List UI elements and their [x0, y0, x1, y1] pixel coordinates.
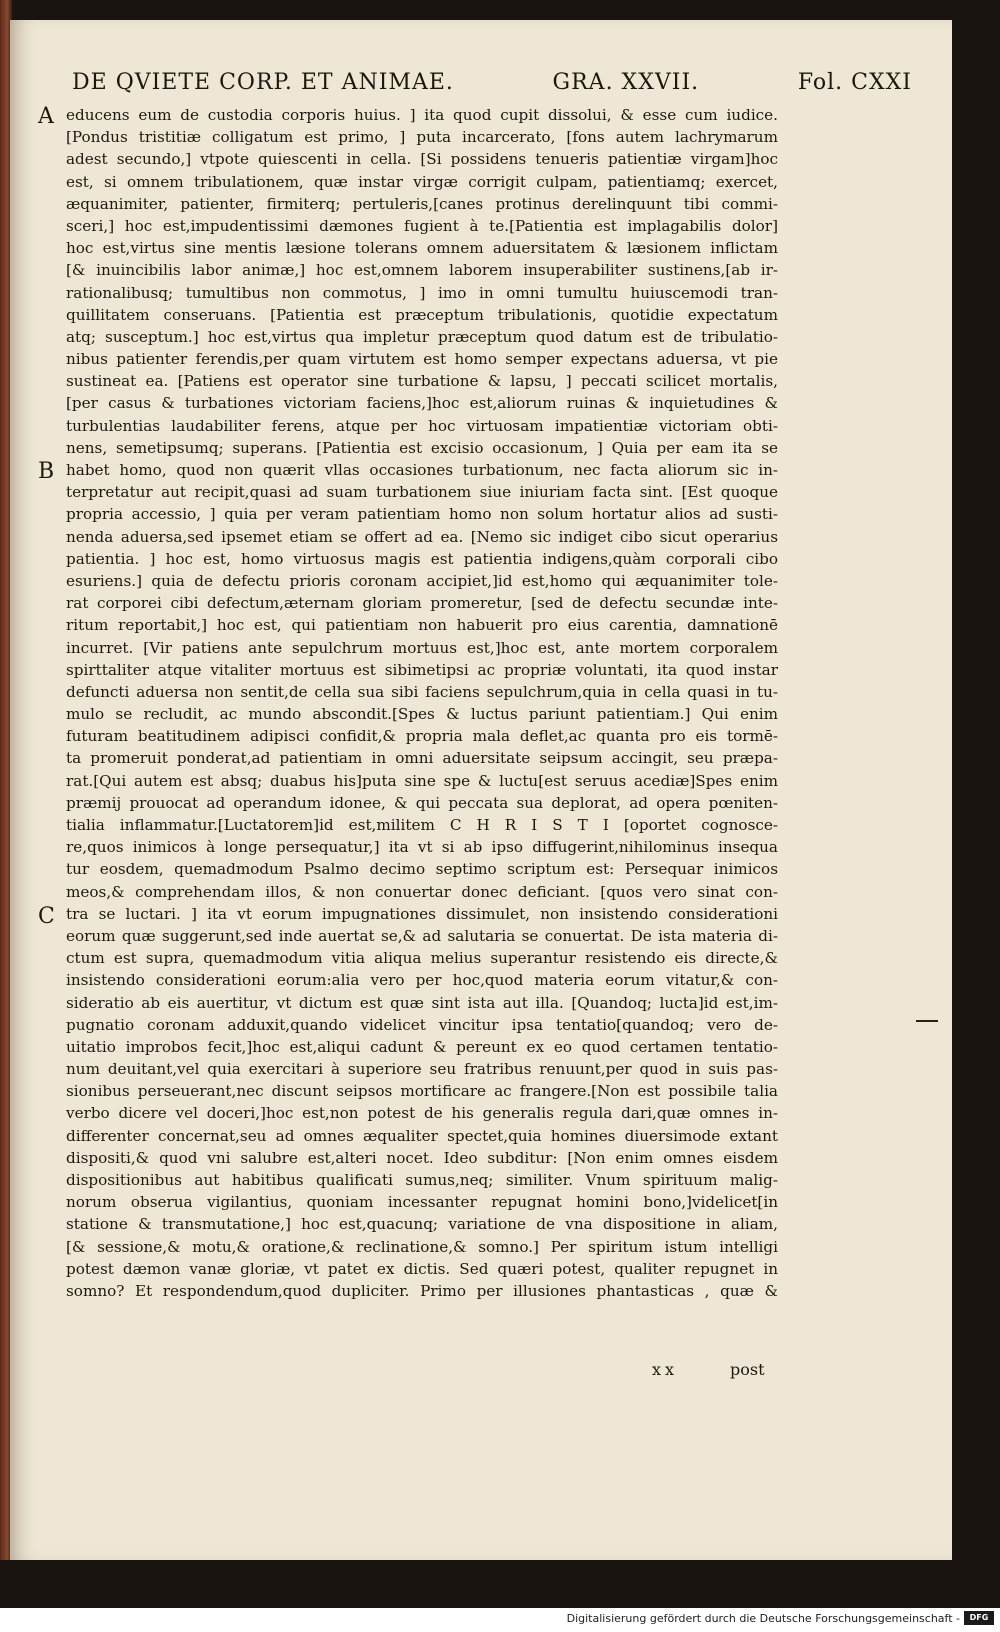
text-line: terpretatur aut recipit,quasi ad suam turbationem siue iniuriam facta sint. [Est quoque: [66, 483, 778, 502]
text-line: præmij prouocat ad operandum idonee, & qui peccata sua deplorat, ad opera pœniten-: [66, 793, 778, 812]
text-line: dispositionibus aut habitibus qualificati sumus,neq; similiter. Vnum spirituum malig-: [66, 1171, 778, 1189]
text-line: sionibus perseuerant,nec discunt seipsos mortificare ac frangere.[Non est possibile talia: [66, 1082, 778, 1101]
text-line: re,quos inimicos à longe persequatur,] ita vt si ab ipso diffugerint,nihilominus insequa: [66, 838, 778, 857]
text-line: insistendo considerationi eorum:alia vero per hoc,quod materia eorum vitatur,& con-: [66, 971, 778, 990]
text-line: est, si omnem tribulationem, quæ instar virgæ corrigit culpam, patientiamq; exercet,: [66, 172, 778, 191]
text-line: nenda aduersa,sed ipsemet etiam se offert ad ea. [Nemo sic indiget cibo sicut operarius: [66, 527, 778, 546]
text-line: quillitatem conseruans. [Patientia est præceptum tribulationis, quotidie expectatum: [66, 305, 778, 324]
text-line: eorum quæ suggerunt,sed inde auertat se,& ad salutaria se conuertat. De ista materia di-: [66, 926, 778, 945]
text-line: mulo se recludit, ac mundo abscondit.[Spes & luctus pariunt patientiam.] Qui enim: [66, 705, 778, 724]
text-line: ctum est supra, quemadmodum vitia aliqua melius superantur resistendo eis directe,&: [66, 949, 778, 968]
text-line: sustineat ea. [Patiens est operator sine turbatione & lapsu, ] peccati scilicet mortalis,: [66, 372, 778, 391]
text-line: atq; susceptum.] hoc est,virtus qua impletur præceptum quod datum est de tribulatio-: [66, 327, 778, 346]
text-line: rat.[Qui autem est absq; duabus his]puta sine spe & luctu[est seruus acediæ]Spes enim: [66, 771, 778, 790]
text-line: uitatio improbos fecit,]hoc est,aliqui cadunt & pereunt ex eo quod certamen tentatio-: [66, 1037, 778, 1056]
margin-letter-b: B: [38, 459, 55, 484]
text-line: [& sessione,& motu,& oratione,& reclinatione,& somno.] Per spiritum istum intelligi: [66, 1237, 778, 1256]
text-line: statione & transmutatione,] hoc est,quacunq; variatione de vna dispositione in aliam,: [66, 1215, 778, 1234]
text-line: habet homo, quod non quærit vllas occasiones turbationum, nec facta aliorum sic in-: [66, 461, 778, 479]
text-line: rationalibusq; tumultibus non commotus, ] imo in omni tumultu huiuscemodi tran-: [66, 283, 778, 302]
text-line: tra se luctari. ] ita vt eorum impugnationes dissimulet, non insistendo considerationi: [66, 904, 778, 923]
text-line: [Pondus tristitiæ colligatum est primo, ] puta incarcerato, [fons autem lachrymarum: [66, 128, 778, 147]
running-head: [72, 70, 912, 95]
book-page: [10, 20, 952, 1560]
text-line: esuriens.] quia de defectu prioris coronam accipiet,]id est,homo qui æquanimiter tole-: [66, 571, 778, 590]
text-line: rat corporei cibi defectum,æternam gloriam promeretur, [sed de defectu secundæ inte-: [66, 594, 778, 613]
text-line: hoc est,virtus sine mentis læsione tolerans omnem aduersitatem & læsionem inflictam: [66, 239, 778, 258]
text-line: propria accessio, ] quia per veram patientiam homo non solum hortatur alios ad susti-: [66, 505, 778, 524]
running-head-title: DE QVIETE CORP. ET ANIMAE.: [72, 70, 454, 95]
text-line: potest dæmon vanæ gloriæ, vt patet ex dictis. Sed quæri potest, qualiter repugnet in: [66, 1259, 778, 1278]
text-line: differenter concernat,seu ad omnes æqualiter spectet,quia homines diuersimode extant: [66, 1126, 778, 1145]
text-line: num deuitant,vel quia exercitari à superiore seu fratribus renuunt,per quod in suis pas-: [66, 1060, 778, 1079]
text-line: defuncti aduersa non sentit,de cella sua sibi faciens sepulchrum,quia in cella quasi in tu-: [66, 682, 778, 701]
funding-notice: Digitalisierung gefördert durch die Deutsche Forschungsgemeinschaft -: [566, 1612, 960, 1625]
margin-mark: [916, 1020, 938, 1022]
running-head-section: GRA. XXVII.: [552, 70, 700, 95]
text-line: incurret. [Vir patiens ante sepulchrum mortuus est,]hoc est, ante mortem corporalem: [66, 638, 778, 657]
text-line: pugnatio coronam adduxit,quando videlicet vincitur ipsa tentatio[quandoq; vero de-: [66, 1015, 778, 1034]
text-line: turbulentias laudabiliter ferens, atque per hoc virtuosam impatientiæ victoriam obti-: [66, 416, 778, 435]
text-line: norum obserua vigilantius, quoniam incessanter repugnat homini bono,]videlicet[in: [66, 1193, 778, 1212]
text-line: patientia. ] hoc est, homo virtuosus magis est patientia indigens,quàm corporali cibo: [66, 549, 778, 568]
text-line: sceri,] hoc est,impudentissimi dæmones fugient à te.[Patientia est implagabilis dolor]: [66, 216, 778, 235]
margin-letter-a: A: [38, 104, 54, 129]
text-line: ta promeruit ponderat,ad patientiam in omni aduersitate seipsum accingit, seu præpa-: [66, 749, 778, 768]
text-line: ritum reportabit,] hoc est, qui patientiam non habuerit pro eius carentia, damnationē: [66, 616, 778, 635]
running-head-folio: Fol. CXXI: [797, 70, 912, 95]
text-line: tialia inflammatur.[Luctatorem]id est,militem C H R I S T I [oportet cognosce-: [66, 816, 778, 834]
text-line: dispositi,& quod vni salubre est,alteri nocet. Ideo subditur: [Non enim omnes eisdem: [66, 1148, 778, 1167]
text-line: somno? Et respondendum,quod dupliciter. Primo per illusiones phantasticas , quæ &: [66, 1281, 778, 1300]
text-line: educens eum de custodia corporis huius. ] ita quod cupit dissolui, & esse cum iudice.: [66, 106, 778, 124]
dfg-logo: DFG: [964, 1611, 994, 1625]
text-line: verbo dicere vel doceri,]hoc est,non potest de his generalis regula dari,quæ omnes in-: [66, 1104, 778, 1123]
text-line: spirttaliter atque vitaliter mortuus est sibimetipsi ac propriæ voluntati, ita quod instar: [66, 660, 778, 679]
catchword: post: [730, 1360, 765, 1379]
text-line: nens, semetipsumq; superans. [Patientia est excisio occasionum, ] Quia per eam ita se: [66, 438, 778, 457]
text-line: nibus patienter ferendis,per quam virtutem est homo semper expectans aduersa, vt pie: [66, 350, 778, 369]
text-line: æquanimiter, patienter, firmiterq; pertuleris,[canes protinus derelinquunt tibi commi-: [66, 194, 778, 213]
text-line: meos,& comprehendam illos, & non conuertar donec deficiant. [quos vero sinat con-: [66, 882, 778, 901]
text-line: [per casus & turbationes victoriam faciens,]hoc est,aliorum ruinas & inquietudines &: [66, 394, 778, 413]
signature-mark: xx: [652, 1360, 679, 1379]
body-text: [66, 104, 778, 1302]
text-line: sideratio ab eis auertitur, vt dictum est quæ sint ista aut illa. [Quandoq; lucta]id est,im-: [66, 993, 778, 1012]
text-line: [& inuincibilis labor animæ,] hoc est,omnem laborem insuperabiliter sustinens,[ab ir-: [66, 261, 778, 280]
text-line: futuram beatitudinem adipisci confidit,& propria mala deflet,ac quanta pro eis tormē-: [66, 727, 778, 746]
text-line: adest secundo,] vtpote quiescenti in cella. [Si possidens tenueris patientiæ virgam]hoc: [66, 150, 778, 169]
margin-letter-c: C: [38, 904, 55, 929]
text-line: tur eosdem, quemadmodum Psalmo decimo septimo scriptum est: Persequar inimicos: [66, 860, 778, 879]
